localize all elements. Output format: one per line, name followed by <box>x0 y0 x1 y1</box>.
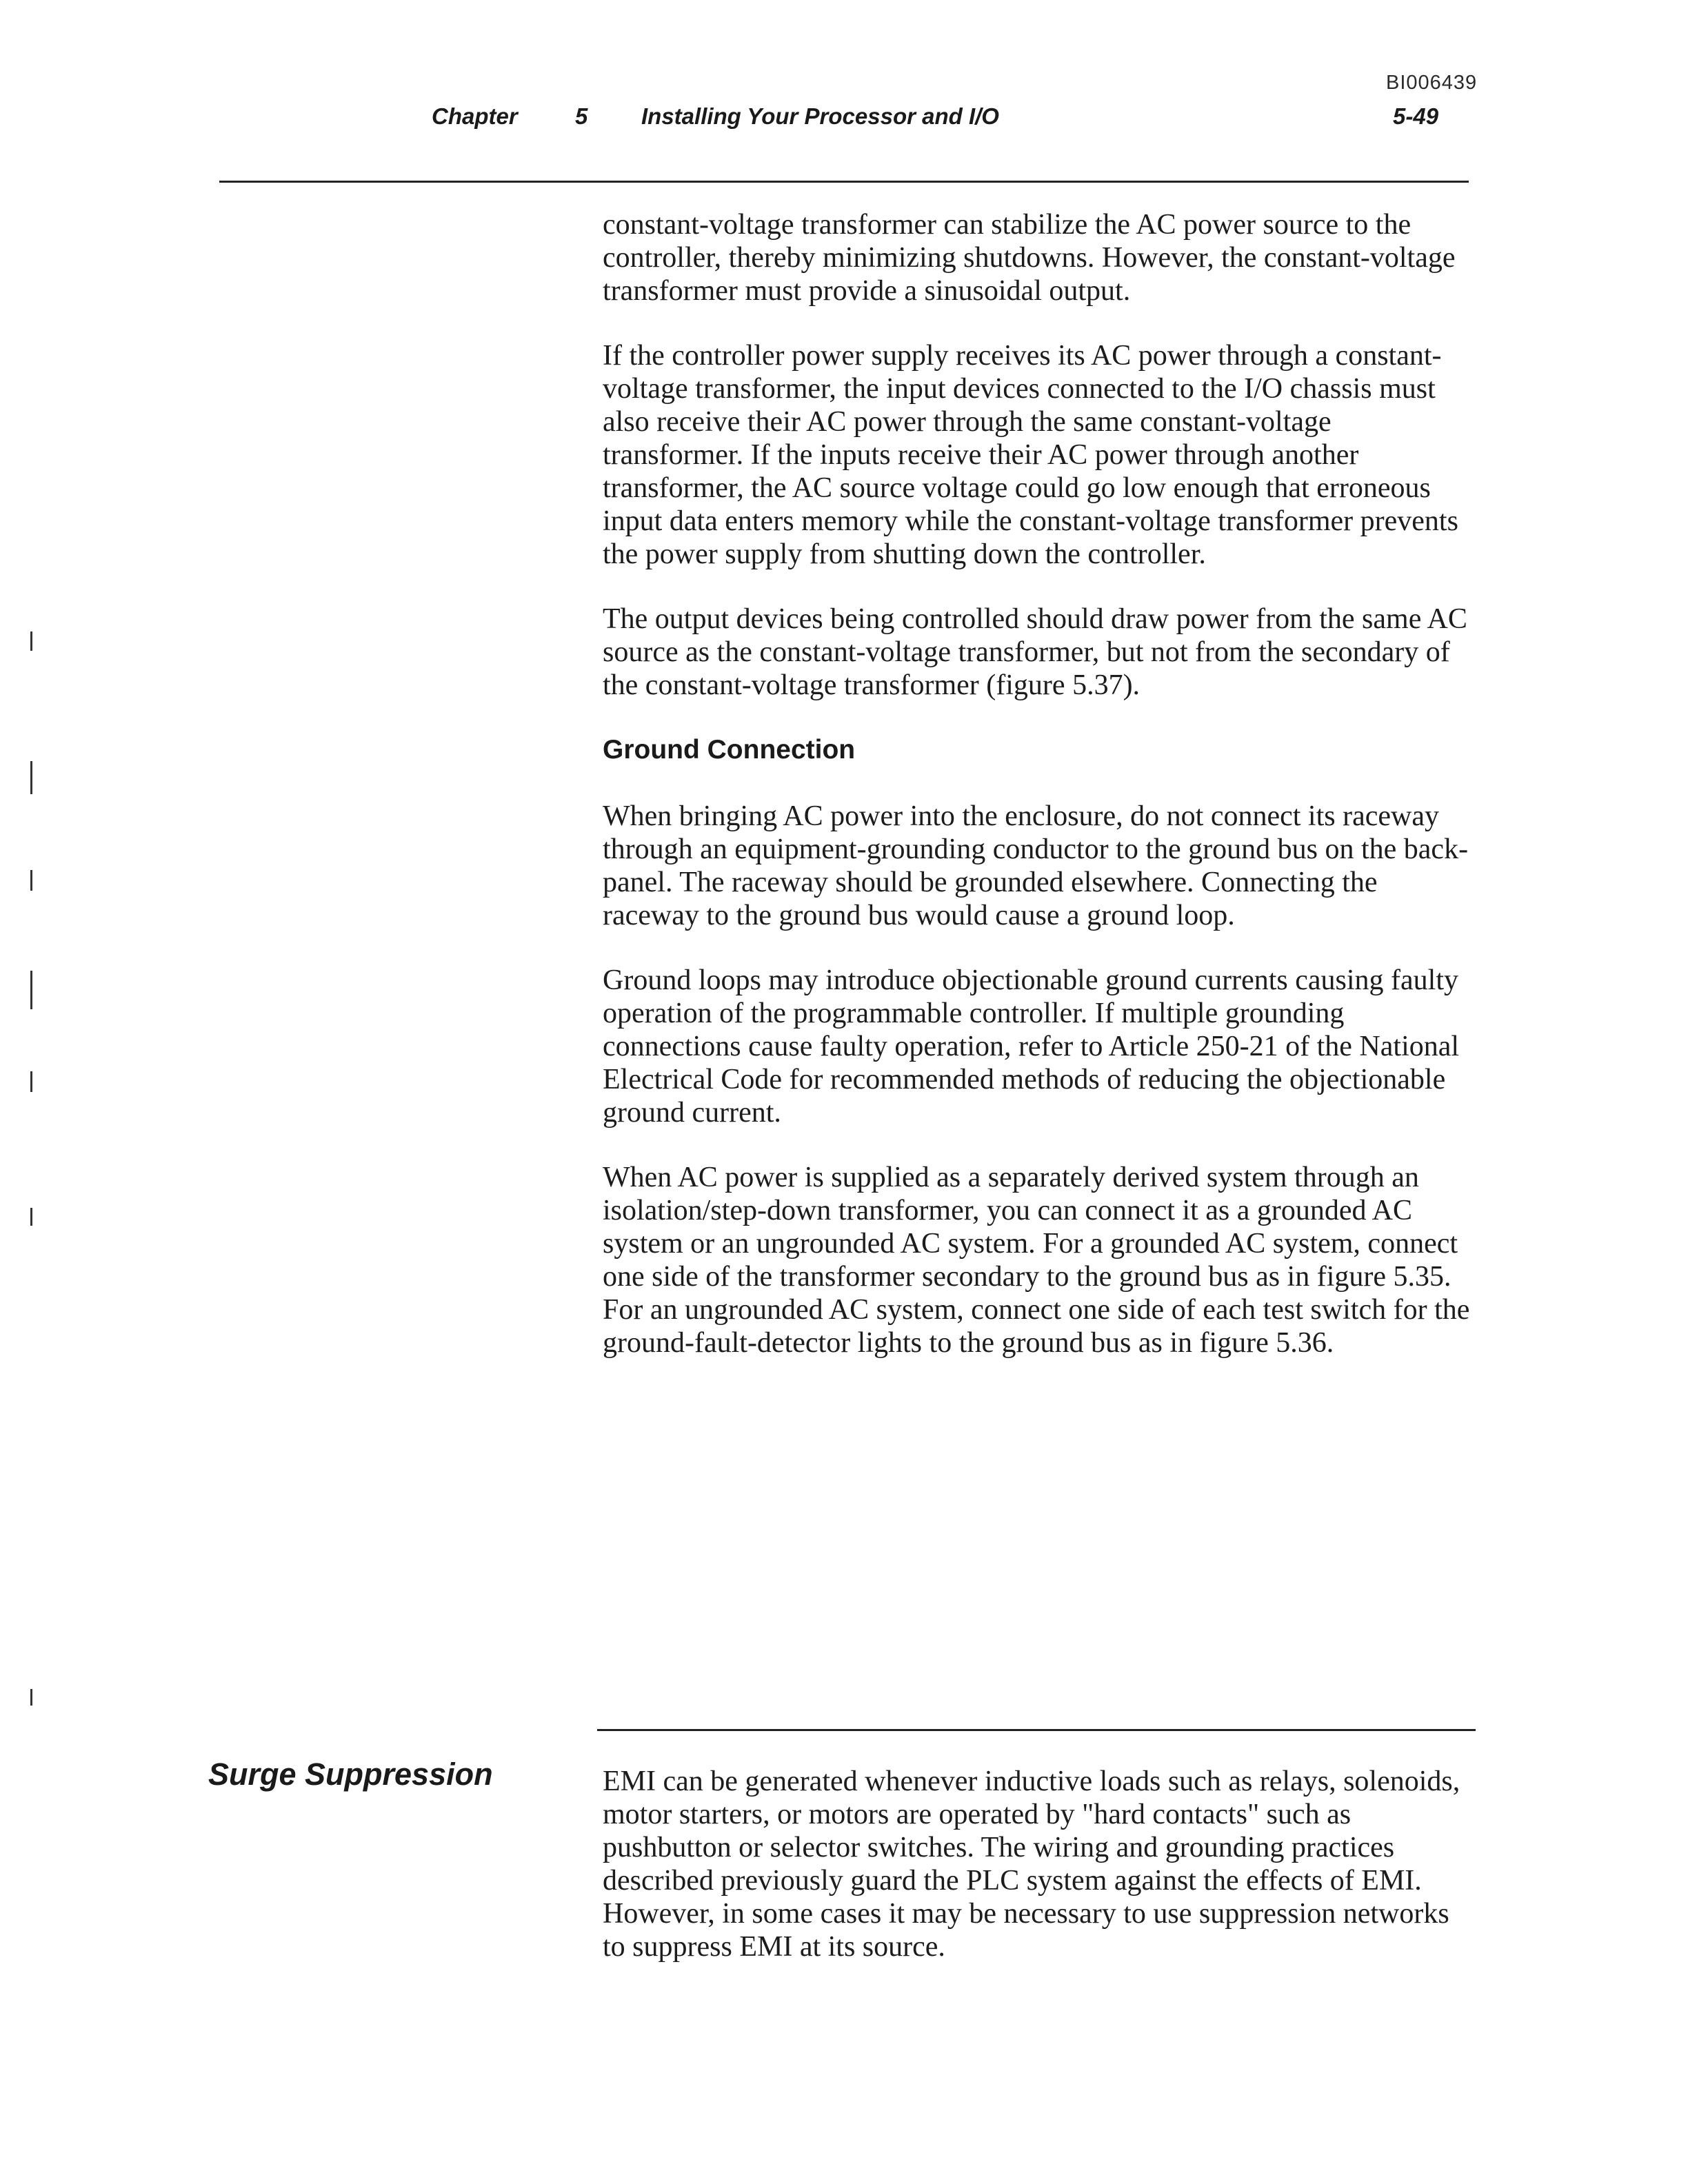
scan-mark <box>30 870 32 891</box>
document-id: BI006439 <box>1386 72 1478 94</box>
scan-mark <box>30 1071 32 1092</box>
scan-mark <box>30 761 32 794</box>
paragraph-ground-2: Ground loops may introduce objectionable ground currents causing faulty operation of the programmable controller. If multiple grounding connections cause faulty operation, refer to Article 250-21 of the National Electrical Code for recommended methods of reducing the objectionable ground current. <box>603 964 1460 1129</box>
paragraph-ground-1: When bringing AC power into the enclosure, do not connect its raceway through an equipment-grounding conductor to the ground bus on the back-panel. The raceway should be grounded elsewhere. Connecting the raceway to the ground bus would cause a ground loop. <box>603 800 1469 931</box>
chapter-label: Chapter <box>432 103 518 129</box>
header-rule <box>219 181 1469 183</box>
section-rule <box>597 1729 1476 1731</box>
scan-mark <box>30 631 32 651</box>
main-text-column <box>603 208 1478 1391</box>
chapter-title: Installing Your Processor and I/O <box>641 103 999 129</box>
paragraph-power-3: The output devices being controlled should draw power from the same AC source as the constant-voltage transformer, but not from the secondary of the constant-voltage transformer (figure 5.37). <box>603 603 1467 701</box>
scan-mark <box>30 1689 32 1706</box>
running-header <box>0 103 1688 138</box>
surge-text-column <box>603 1765 1478 1995</box>
paragraph-power-2: If the controller power supply receives its AC power through a constant-voltage transformer, the input devices connected to the I/O chassis must also receive their AC power through the same constant-voltage transformer. If the inputs receive their AC power through another transformer, the AC source voltage could go low enough that erroneous input data enters memory while the constant-voltage transformer prevents the power supply from shutting down the controller. <box>603 340 1458 570</box>
chapter-number: 5 <box>575 103 588 129</box>
surge-suppression-heading: Surge Suppression <box>208 1757 493 1792</box>
scan-mark <box>30 1208 32 1226</box>
paragraph-power-1: constant-voltage transformer can stabilize the AC power source to the controller, thereby minimizing shutdowns. However, the constant-voltage transformer must provide a sinusoidal output. <box>603 209 1456 307</box>
paragraph-surge-1: EMI can be generated whenever inductive loads such as relays, solenoids, motor starters, or motors are operated by "hard contacts" such as pushbutton or selector switches. The wiring and grounding practices described previously guard the PLC system against the effects of EMI. However, in some cases it may be necessary to use suppression networks to suppress EMI at its source. <box>603 1766 1460 1963</box>
page-number: 5-49 <box>1393 103 1439 129</box>
ground-connection-heading: Ground Connection <box>603 735 856 765</box>
scan-mark <box>30 971 32 1009</box>
paragraph-ground-3: When AC power is supplied as a separately derived system through an isolation/step-down transformer, you can connect it as a grounded AC system or an ungrounded AC system. For a grounded AC system, connect one side of the transformer secondary to the ground bus as in figure 5.35. For an ungrounded AC system, connect one side of each test switch for the ground-fault-detector lights to the ground bus as in figure 5.36. <box>603 1162 1470 1359</box>
